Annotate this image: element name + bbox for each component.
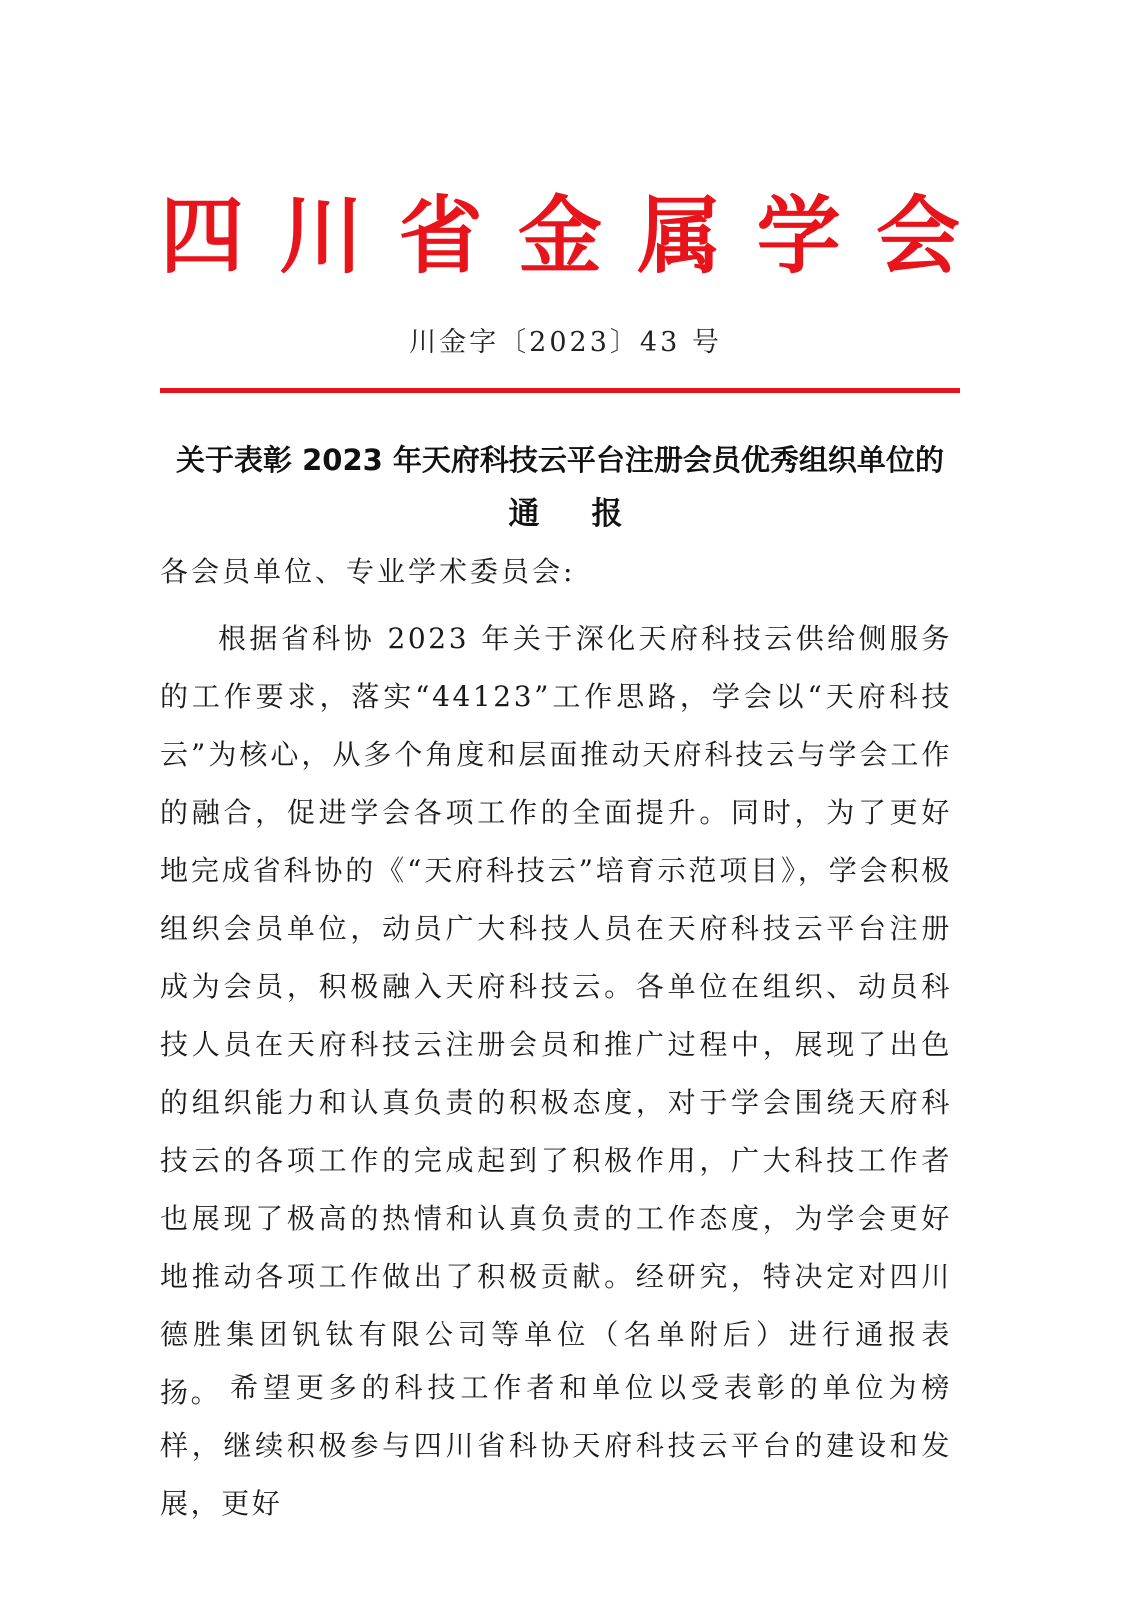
letterhead-char: 属 — [637, 187, 722, 285]
letterhead-char: 学 — [756, 187, 841, 285]
salutation: 各会员单位、专业学术委员会: — [160, 555, 576, 588]
letterhead — [160, 188, 960, 284]
letterhead-char: 川 — [279, 187, 364, 285]
letterhead-char: 金 — [517, 187, 602, 285]
body-paragraph: 希望更多的科技工作者和单位以受表彰的单位为榜样，继续积极参与四川省科协天府科技云平台的建设和发展，更好 — [160, 1371, 952, 1520]
letterhead-char: 省 — [398, 187, 483, 285]
document-subtitle: 通报 — [508, 496, 675, 532]
document-title: 关于表彰 2023 年天府科技云平台注册会员优秀组织单位的 — [176, 443, 944, 477]
letterhead-char: 四 — [160, 187, 245, 285]
document-number: 川金字〔2023〕43 号 — [409, 327, 722, 358]
red-divider — [160, 388, 960, 393]
letterhead-char: 会 — [875, 187, 960, 285]
body-paragraph: 根据省科协 2023 年关于深化天府科技云供给侧服务的工作要求，落实“44123”工作思路，学会以“天府科技云”为核心，从多个角度和层面推动天府科技云与学会工作的融合，促进学会各项工作的全面提升。同时，为了更好地完成省科协的《“天府科技云”培育示范项目》，学会积极组织会员单位，动员广大科技人员在天府科技云平台注册成为会员，积极融入天府科技云。各单位在组织、动员科技人员在天府科技云注册会员和推广过程中，展现了出色的组织能力和认真负责的积极态度，对于学会围绕天府科技云的各项工作的完成起到了积极作用，广大科技工作者也展现了极高的热情和认真负责的工作态度，为学会更好地推动各项工作做出了积极贡献。经研究，特决定对四川德胜集团钒钛有限公司等单位（名单附后）进行通报表扬。 — [160, 622, 952, 1409]
